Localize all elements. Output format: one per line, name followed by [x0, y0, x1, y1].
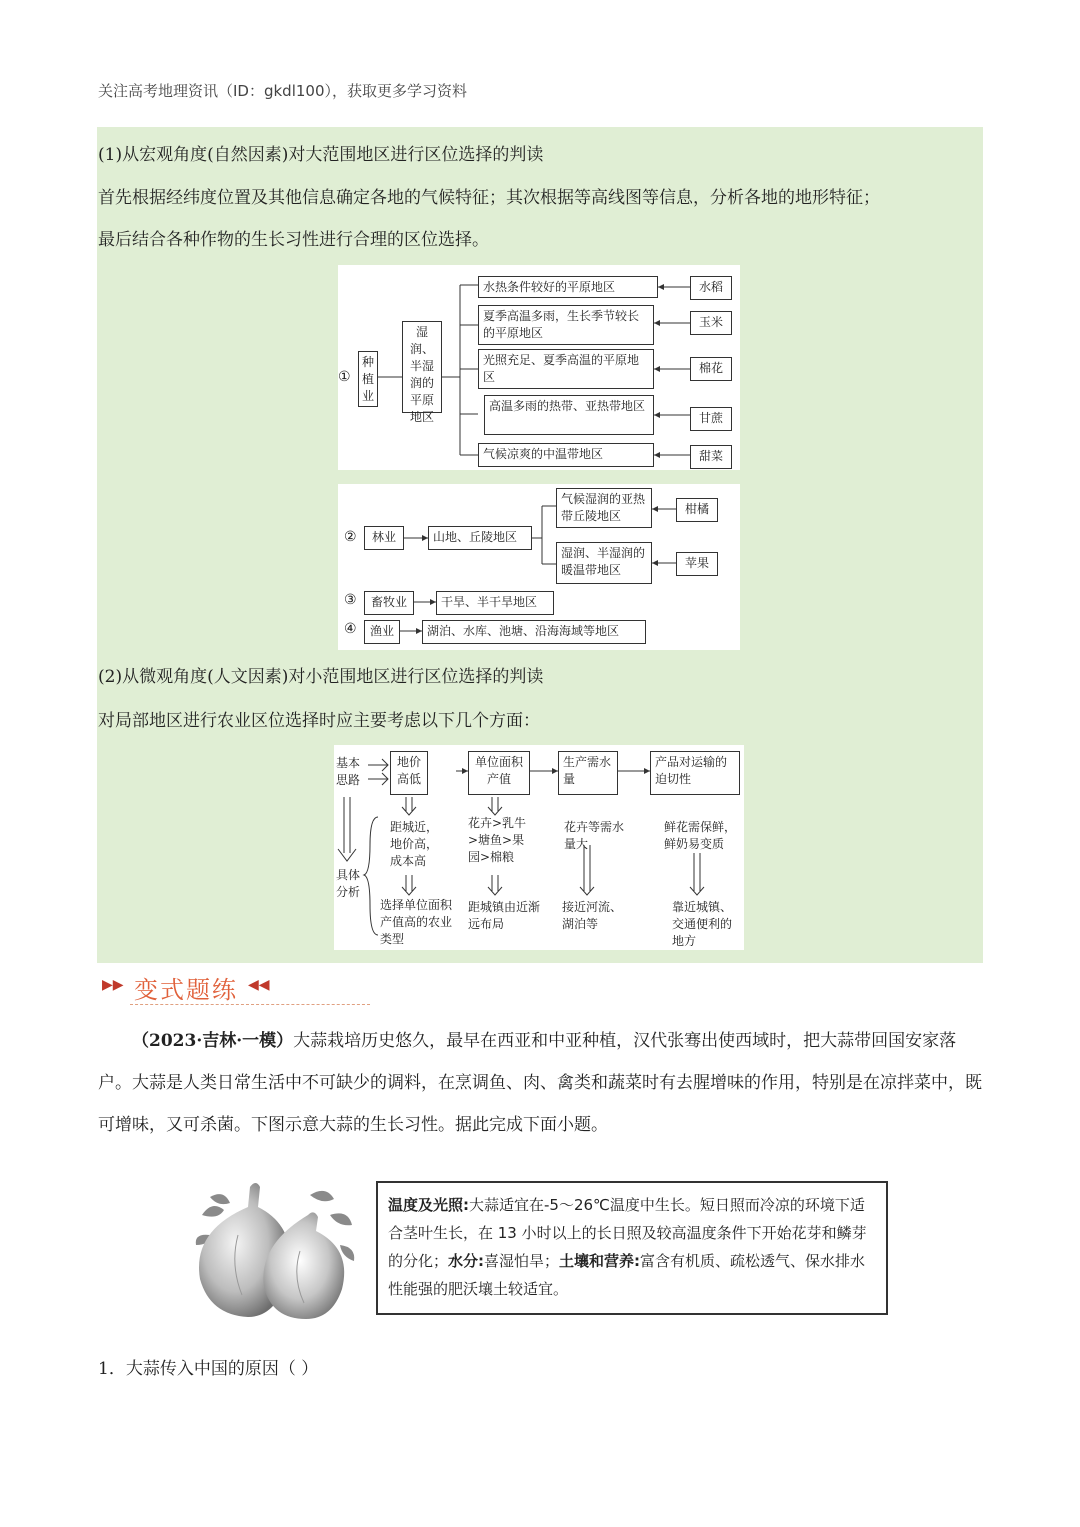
- area-box-2: 夏季高温多雨，生长季节较长的平原地区: [478, 305, 654, 345]
- planting-root-box: 种植业: [358, 351, 378, 407]
- diagram-number-3: ③: [344, 592, 357, 608]
- citrus-box: 柑橘: [676, 498, 718, 522]
- page-header: 关注高考地理资讯（ID：gkdl100），获取更多学习资料: [98, 82, 468, 100]
- land-price-analysis: 距城近，地价高，成本高: [390, 820, 439, 868]
- area-box-5: 气候凉爽的中温带地区: [478, 443, 654, 467]
- transport-result: 靠近城镇、交通便利的地方: [672, 900, 733, 948]
- crop-box-5: 甜菜: [690, 445, 732, 469]
- section-title: 变式题练: [134, 976, 238, 1004]
- crop-box-2: 玉米: [690, 311, 732, 335]
- soil-text: 富含有机质、疏松透气、保水排水性能强的肥沃壤土较适宜。: [388, 1252, 866, 1298]
- temperature-text: 大蒜适宜在-5～26℃温度中生长。短日照而冷凉的环境下适合茎叶生长，在 13 小时以上的长日照及较高温度条件下开始花芽和鳞芽的分化；: [388, 1196, 867, 1270]
- section-underline: [130, 1004, 370, 1005]
- transport-urgency-box: 产品对运输的迫切性: [650, 751, 740, 795]
- forestry-box: 林业: [364, 526, 404, 550]
- soil-label: 土壤和营养:: [559, 1252, 641, 1270]
- specific-analysis-label: 具体分析: [336, 868, 361, 899]
- land-price-box: 地价高低: [390, 751, 428, 795]
- basic-idea-label: 基本思路: [336, 756, 361, 787]
- question-source: （2023·吉林·一模）: [132, 1031, 294, 1051]
- arid-area-box: 干旱、半干旱地区: [436, 591, 554, 615]
- diagram-number-1: ①: [338, 369, 351, 385]
- part1-line2: 最后结合各种作物的生长习性进行合理的区位选择。: [98, 230, 489, 250]
- question-1: 1．大蒜传入中国的原因（ ）: [98, 1359, 319, 1379]
- part2-line1: 对局部地区进行农业区位选择时应主要考虑以下几个方面：: [98, 711, 540, 731]
- other-agriculture-diagram: [338, 484, 740, 650]
- diagram-number-4: ④: [344, 621, 357, 637]
- area-box-3: 光照充足、夏季高温的平原地区: [478, 349, 654, 389]
- question-text: 大蒜栽培历史悠久，最早在西亚和中亚种植，汉代张骞出使西域时，把大蒜带回国安家落户。大蒜是人类日常生活中不可缺少的调料，在烹调鱼、肉、禽类和蔬菜时有去腥增味的作用，特别是在凉拌菜中，既可增味，又可杀菌。下图示意大蒜的生长习性。据此完成下面小题。: [98, 1031, 982, 1135]
- transport-analysis: 鲜花需保鲜，鲜奶易变质: [664, 820, 737, 851]
- garlic-image: [190, 1175, 370, 1320]
- water-label: 水分:: [448, 1252, 485, 1270]
- water-demand-result: 接近河流、湖泊等: [562, 900, 623, 931]
- micro-factor-diagram: [334, 745, 744, 950]
- humid-plain-box: 湿润、半湿润的平原地区: [402, 321, 442, 413]
- part2-title: (2)从微观角度(人文因素)对小范围地区进行区位选择的判读: [98, 667, 544, 687]
- area-box-4: 高温多雨的热带、亚热带地区: [484, 395, 654, 435]
- right-arrow-icon: ▶▶: [102, 977, 124, 993]
- planting-diagram: [338, 265, 740, 470]
- subtropical-hill-box: 气候湿润的亚热带丘陵地区: [556, 488, 652, 528]
- section-header: [98, 970, 278, 1004]
- output-value-box: 单位面积产值: [468, 751, 530, 795]
- water-demand-box: 生产需水量: [558, 751, 618, 795]
- crop-box-4: 甘蔗: [690, 407, 732, 431]
- hill-area-box: 山地、丘陵地区: [428, 526, 532, 550]
- diagram-number-2: ②: [344, 529, 357, 545]
- garlic-figure: [190, 1175, 890, 1320]
- crop-box-3: 棉花: [690, 357, 732, 381]
- warm-temperate-box: 湿润、半湿润的暖温带地区: [556, 542, 652, 584]
- water-demand-analysis: 花卉等需水量大: [564, 820, 625, 851]
- water-area-box: 湖泊、水库、池塘、沿海海域等地区: [422, 620, 646, 644]
- area-box-1: 水热条件较好的平原地区: [478, 276, 658, 298]
- question-paragraph: [98, 1020, 982, 1146]
- crop-box-1: 水稻: [690, 276, 732, 300]
- pasture-box: 畜牧业: [364, 591, 414, 615]
- output-value-result: 距城镇由近渐远布局: [468, 900, 541, 931]
- temperature-label: 温度及光照:: [388, 1196, 469, 1214]
- garlic-habit-box: [376, 1181, 888, 1315]
- apple-box: 苹果: [676, 552, 718, 576]
- part1-title: (1)从宏观角度(自然因素)对大范围地区进行区位选择的判读: [98, 145, 544, 165]
- output-value-analysis: 花卉>乳牛>塘鱼>果园>棉粮: [468, 816, 527, 864]
- part1-line1: 首先根据经纬度位置及其他信息确定各地的气候特征；其次根据等高线图等信息，分析各地的地形特征；: [98, 188, 880, 208]
- land-price-result: 选择单位面积产值高的农业类型: [380, 898, 453, 946]
- fishery-box: 渔业: [364, 620, 400, 644]
- water-text: 喜湿怕旱；: [484, 1252, 560, 1270]
- left-arrow-icon: ◀◀: [248, 977, 270, 993]
